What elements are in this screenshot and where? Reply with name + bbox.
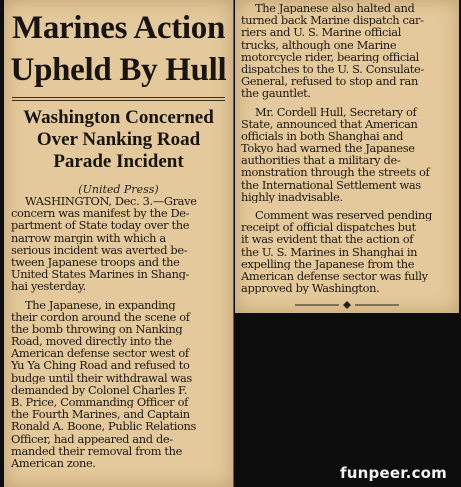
text-line: hai yesterday. <box>11 280 86 293</box>
subheadline-line-3: Parade Incident <box>53 151 184 172</box>
text-line: authorities that a military de- <box>241 154 401 167</box>
right-clipping <box>235 0 459 313</box>
text-line: concern was manifest by the De- <box>11 207 190 220</box>
text-line: demanded by Colonel Charles F. <box>11 383 188 396</box>
text-line: the U. S. Marines in Shanghai in <box>241 245 418 258</box>
text-line: partment of State today over the <box>11 219 190 232</box>
text-line: monstration through the streets of <box>241 166 430 179</box>
text-line: motorcycle rider, bearing official <box>241 50 419 63</box>
text-line: Tokyo had warned the Japanese <box>241 142 415 155</box>
text-line: serious incident was averted be- <box>11 243 188 256</box>
text-line: manded their removal from the <box>11 444 183 457</box>
text-line: American defense sector west of <box>11 347 189 360</box>
text-line: it was evident that the action of <box>241 233 414 246</box>
site-watermark: funpeer.com <box>340 464 447 482</box>
left-clipping <box>4 0 234 487</box>
text-line: the International Settlement was <box>241 178 421 191</box>
text-line: approved by Washington. <box>241 282 380 295</box>
text-line: Comment was reserved pending <box>255 209 432 222</box>
text-line: trucks, although one Marine <box>241 38 397 51</box>
end-of-article-mark <box>295 300 399 310</box>
text-line: the Fourth Marines, and Captain <box>11 408 190 421</box>
headline-line-2: Upheld By Hull <box>10 52 227 88</box>
right-column-body <box>241 2 457 294</box>
text-line: receipt of official dispatches but <box>241 221 416 234</box>
text-line: United States Marines in Shang- <box>11 268 190 281</box>
text-line: The Japanese also halted and <box>255 2 415 15</box>
text-line: Road, moved directly into the <box>11 335 172 348</box>
text-line: the gauntlet. <box>241 87 311 100</box>
subheadline-line-2: Over Nanking Road <box>36 129 201 150</box>
text-line: WASHINGTON, Dec. 3.—Grave <box>25 195 197 208</box>
text-line: General, refused to stop and ran <box>241 75 418 88</box>
text-line: narrow margin with which a <box>11 231 166 244</box>
text-line: the bomb throwing on Nanking <box>11 322 183 336</box>
subheadline-line-1: Washington Concerned <box>23 107 214 128</box>
text-line: dispatches to the U. S. Consulate- <box>241 62 424 76</box>
text-line: officials in both Shanghai and <box>241 129 404 143</box>
text-line: riers and U. S. Marine official <box>241 26 401 39</box>
text-line: American zone. <box>11 456 96 470</box>
text-line: State, announced that American <box>241 117 418 130</box>
text-line: tween Japanese troops and the <box>11 255 180 269</box>
text-line: budge until their withdrawal was <box>11 371 192 384</box>
text-line: The Japanese, in expanding <box>25 298 176 311</box>
text-line: Ronald A. Boone, Public Relations <box>11 420 197 433</box>
headline-rule <box>12 97 225 98</box>
wire-credit: (United Press) <box>78 183 159 196</box>
text-line: American defense sector was fully <box>241 269 428 283</box>
text-line: expelling the Japanese from the <box>241 257 415 270</box>
left-column-body <box>11 195 229 469</box>
text-line: turned back Marine dispatch car- <box>241 14 424 27</box>
headline-rule <box>12 100 225 101</box>
text-line: their cordon around the scene of <box>11 310 190 323</box>
text-line: Yu Ya Ching Road and refused to <box>11 359 190 372</box>
text-line: highly inadvisable. <box>241 190 343 203</box>
text-line: Mr. Cordell Hull, Secretary of <box>255 105 417 118</box>
text-line: B. Price, Commanding Officer of <box>11 396 189 409</box>
text-line: Officer, had appeared and de- <box>11 432 173 445</box>
headline-line-1: Marines Action <box>11 10 226 46</box>
